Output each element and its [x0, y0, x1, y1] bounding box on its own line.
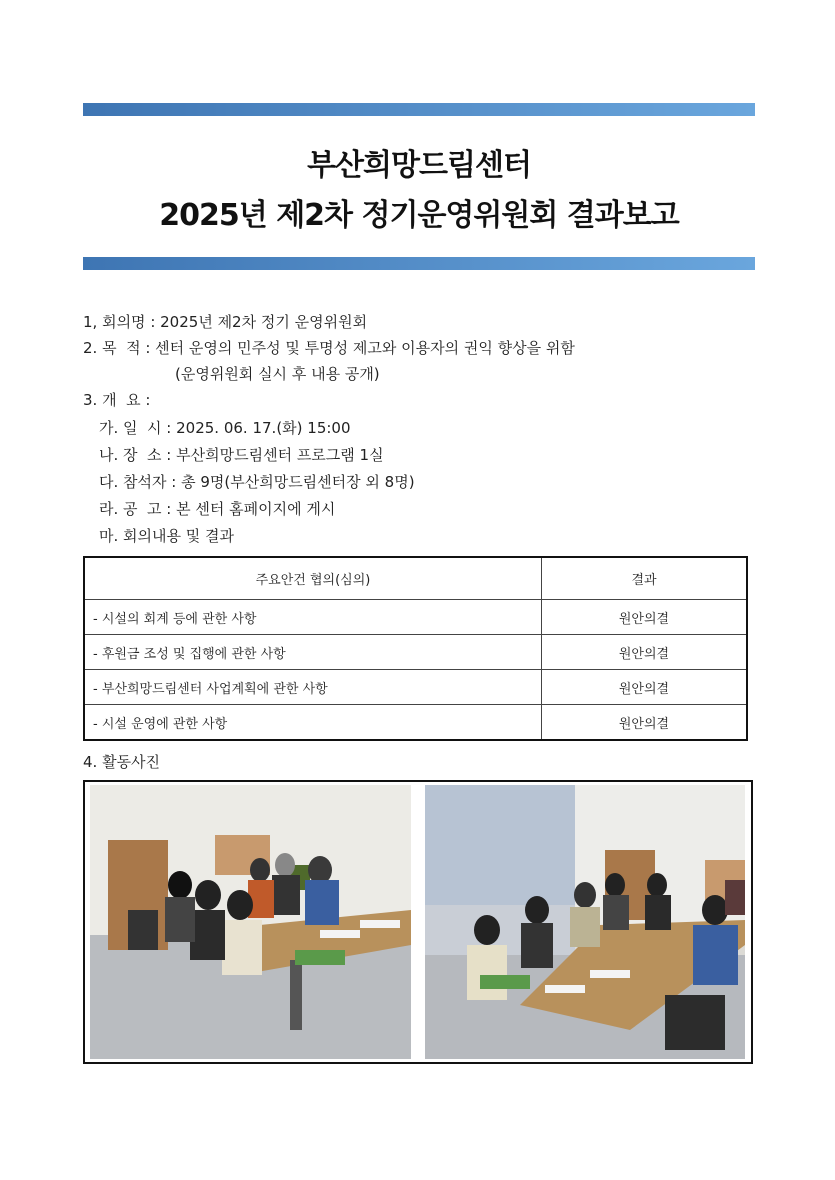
- title-line-1: 부산희망드림센터: [307, 148, 531, 183]
- agenda-cell: - 시설의 회계 등에 관한 사항: [85, 600, 542, 634]
- item-meeting-name: 1, 회의명 : 2025년 제2차 정기 운영위원회: [83, 313, 368, 331]
- agenda-cell: - 시설 운영에 관한 사항: [85, 705, 542, 739]
- header-agenda: 주요안건 협의(심의): [85, 558, 542, 599]
- agenda-table: [83, 556, 748, 741]
- result-cell: 원안의결: [618, 611, 670, 627]
- photo-frame: [83, 780, 753, 1064]
- title-line-2: 2025년 제2차 정기운영위원회 결과보고: [159, 198, 679, 233]
- agenda-cell: - 후원금 조성 및 집행에 관한 사항: [85, 635, 542, 669]
- result-cell: 원안의결: [618, 681, 670, 697]
- header-bottom-bar: [83, 257, 755, 270]
- item-date: 가. 일 시 : 2025. 06. 17.(화) 15:00: [99, 419, 351, 437]
- item-purpose: 2. 목 적 : 센터 운영의 민주성 및 투명성 제고와 이용자의 권익 향상을 위함: [83, 339, 575, 357]
- header-top-bar: [83, 103, 755, 116]
- item-overview: 3. 개 요 :: [83, 391, 151, 409]
- item-contents: 마. 회의내용 및 결과: [99, 527, 234, 545]
- item-attendees: 다. 참석자 : 총 9명(부산희망드림센터장 외 8명): [99, 473, 415, 491]
- result-cell: 원안의결: [618, 646, 670, 662]
- table-header-row: [85, 558, 746, 599]
- item-notice: 라. 공 고 : 본 센터 홈페이지에 게시: [99, 500, 336, 518]
- header-result: 결과: [631, 573, 657, 588]
- meeting-photo-1: [90, 785, 411, 1059]
- item-place: 나. 장 소 : 부산희망드림센터 프로그램 1실: [99, 446, 384, 464]
- item-purpose-note: (운영위원회 실시 후 내용 공개): [175, 365, 380, 383]
- table-row: [85, 704, 746, 739]
- table-row: [85, 599, 746, 634]
- result-cell: 원안의결: [618, 716, 670, 732]
- table-row: [85, 669, 746, 704]
- agenda-cell: - 부산희망드림센터 사업계획에 관한 사항: [85, 670, 542, 704]
- table-row: [85, 634, 746, 669]
- meeting-photo-2: [425, 785, 745, 1059]
- photos-heading: 4. 활동사진: [83, 753, 161, 771]
